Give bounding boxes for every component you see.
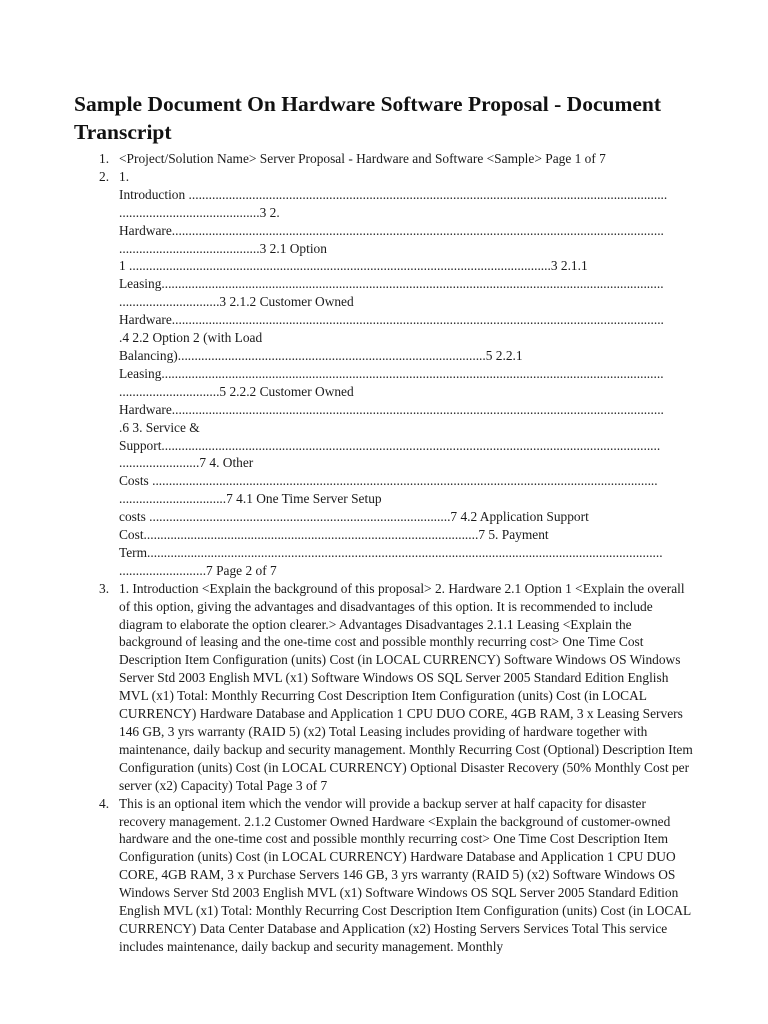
toc-line: ................................7 4.1 One Time Server Setup [119,491,382,507]
list-item-number: 2. [99,168,110,184]
toc-line: Balancing)............................................................................................5 2.2.1 [119,347,523,363]
transcript-list [0,150,768,956]
toc-line: .4 2.2 Option 2 (with Load [119,330,263,346]
toc-line: Hardware................................................................................................................................................... [119,401,664,417]
list-item-number: 1. [99,151,110,166]
toc-line: Introduction ............................................................................................................................................... [119,186,668,202]
toc-line: ..............................5 2.2.2 Customer Owned [119,383,354,399]
list-item-toc [0,168,768,580]
toc-line: Term.......................................................................................................................................................... [119,544,663,560]
toc-line: Hardware................................................................................................................................................... [119,312,664,328]
toc-line: Hardware................................................................................................................................................... [119,222,664,238]
list-item-text: 1. Introduction <Explain the background of this proposal> 2. Hardware 2.1 Option 1 <Explain the overall of this option, giving the advantages and disadvantages of this option. It is recommended to include diagram to elaborate the option clearer.> Advantages Disadvantages 2.1.1 Leasing <Explain the background of leasing and the one-time cost and possible monthly recurring cost> One Time Cost Description Item Configuration (units) Cost (in LOCAL CURRENCY) Software Windows OS Windows Server Std 2003 English MVL (x1) Software Windows OS SQL Server 2005 Standard Edition English MVL (x1) Total: Monthly Recurring Cost Description Item Configuration (units) Cost (in LOCAL CURRENCY) Hardware Database and Application 1 CPU DUO CORE, 4GB RAM, 3 x Leasing Servers 146 GB, 3 yrs warranty (RAID 5) (x2) Total Leasing includes providing of hardware together with maintenance, daily backup and security management. Monthly Recurring Cost (Optional) Description Item Configuration (units) Cost (in LOCAL CURRENCY) Optional Disaster Recovery (50% Monthly Cost per server (x2) Capacity) Total Page 3 of 7 [119,580,693,793]
toc-line: Leasing...................................................................................................................................................... [119,365,664,381]
toc-line: 1. [119,168,130,184]
list-item-text: This is an optional item which the vendor will provide a backup server at half capacity for disaster recovery management. 2.1.2 Customer Owned Hardware <Explain the background of customer-owned hardware and the one-time cost and possible monthly recurring cost> One Time Cost Description Item Configuration (units) Cost (in LOCAL CURRENCY) Hardware Database and Application 1 CPU DUO CORE, 4GB RAM, 3 x Purchase Servers 146 GB, 3 yrs warranty (RAID 5) (x2) Software Windows OS Windows Server Std 2003 English MVL (x1) Software Windows OS SQL Server 2005 Standard Edition English MVL (x1) Total: Monthly Recurring Cost Description Item Configuration (units) Cost (in LOCAL CURRENCY) Data Center Database and Application (x2) Hosting Servers Services Total This service includes maintenance, daily backup and security management. Monthly [119,795,691,954]
toc-line: Costs ....................................................................................................................................................... [119,473,658,489]
toc-line: ..........................................3 2. [119,204,280,220]
toc-line: .6 3. Service & [119,419,200,435]
document-title: Sample Document On Hardware Software Proposal - Document Transcript [74,92,662,144]
toc-line: Support..................................................................................................................................................... [119,437,661,453]
list-item-number: 3. [99,580,110,596]
list-item [0,580,768,795]
toc-line: costs ..........................................................................................7 4.2 Application Support [119,509,589,525]
list-item [0,150,768,168]
toc-line: ..........................................3 2.1 Option [119,240,327,256]
toc-line: 1 ..............................................................................................................................3 2.1.1 [119,258,588,274]
table-of-contents [119,168,695,580]
toc-line: ........................7 4. Other [119,455,254,471]
toc-line: Leasing...................................................................................................................................................... [119,276,664,292]
list-item-text: <Project/Solution Name> Server Proposal - Hardware and Software <Sample> Page 1 of 7 [119,151,606,166]
toc-line: ..........................7 Page 2 of 7 [119,562,277,578]
list-item-number: 4. [99,795,110,811]
toc-line: Cost....................................................................................................7 5. Payment [119,527,549,543]
list-item [0,795,768,956]
toc-line: ..............................3 2.1.2 Customer Owned [119,294,354,310]
